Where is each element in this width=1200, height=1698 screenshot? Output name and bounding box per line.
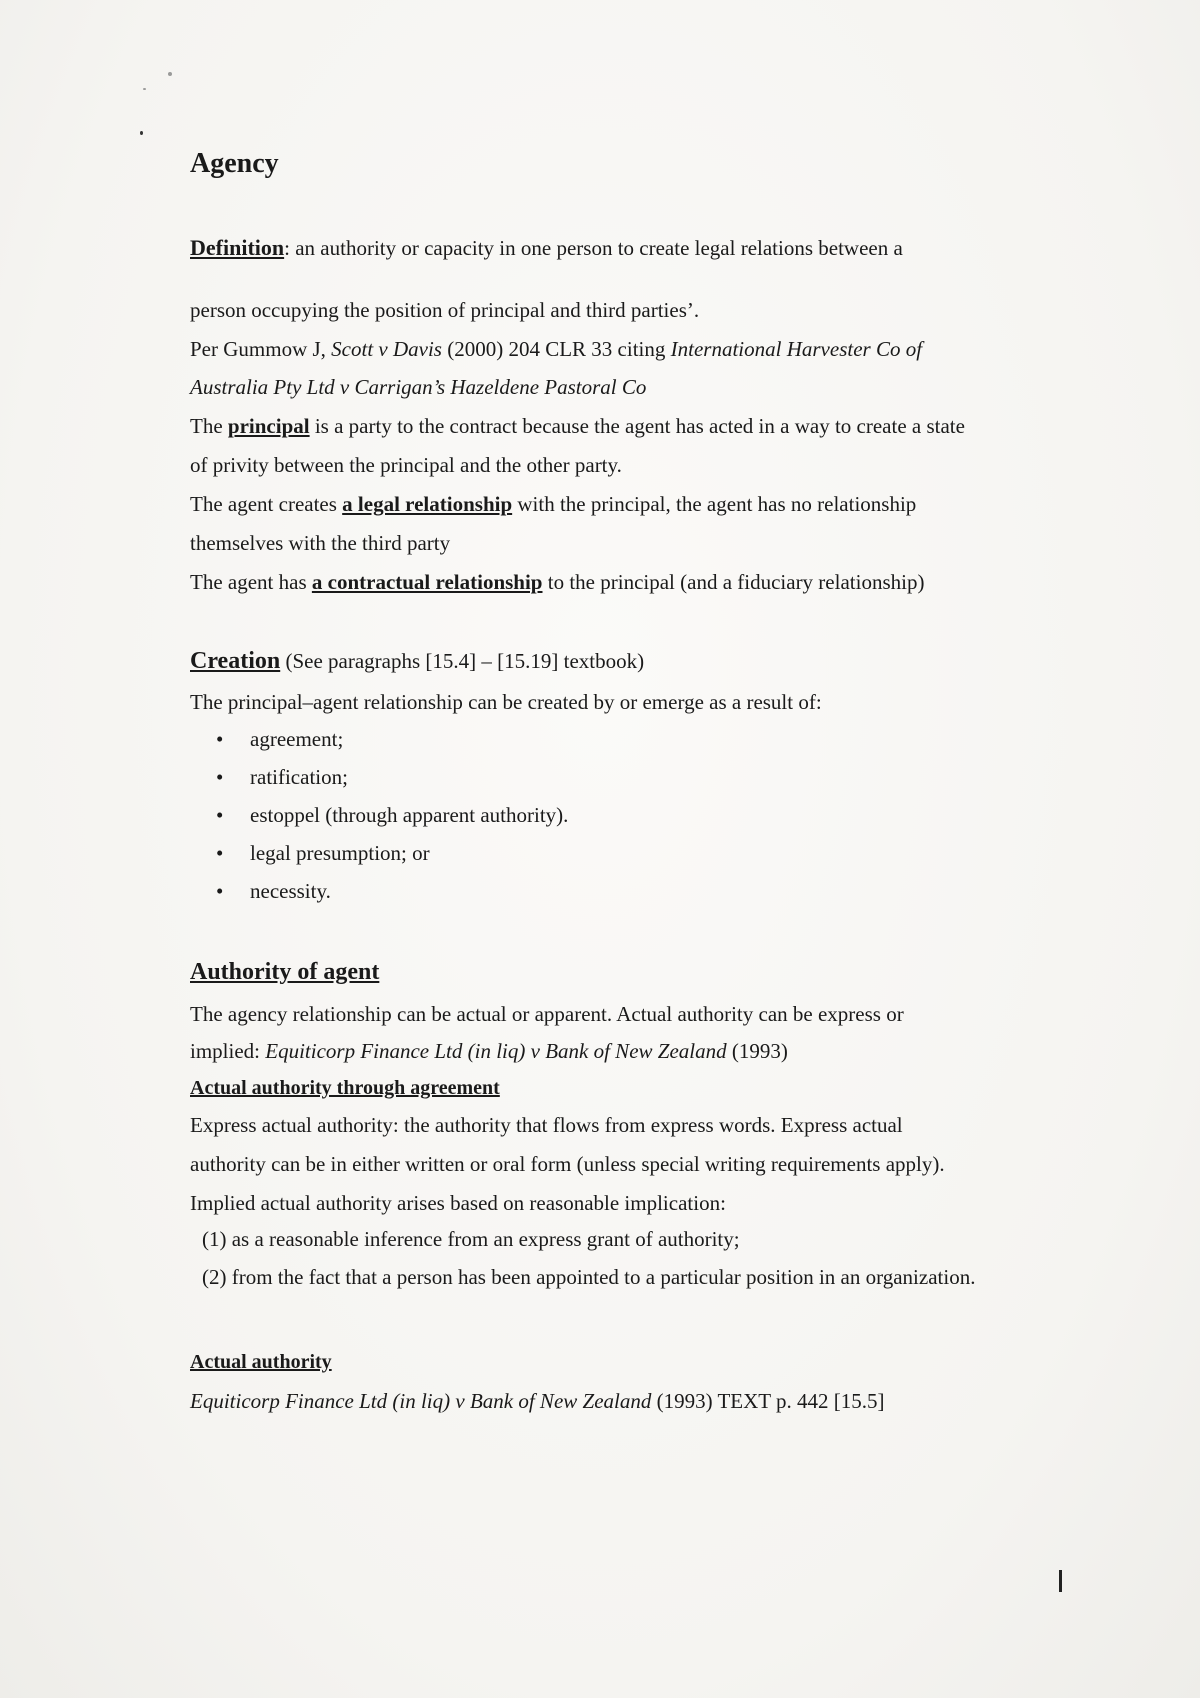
contractual-relationship-line: The agent has a contractual relationship to the principal (and a fiduciary relationship) [190,570,925,594]
authority-line-2: implied: Equiticorp Finance Ltd (in liq) v Bank of New Zealand (1993) [190,1039,788,1063]
list-item: • ratification; [216,765,348,789]
express-authority-line-1: Express actual authority: the authority that flows from express words. Express actual [190,1113,903,1137]
list-item: • agreement; [216,727,344,751]
creation-heading-note: (See paragraphs [15.4] – [15.19] textbook) [280,649,645,673]
authority-heading: Authority of agent [190,959,380,985]
bullet-icon: • [216,803,224,827]
list-item: • necessity. [216,879,331,903]
list-item: • estoppel (through apparent authority). [216,803,569,827]
bullet-icon: • [216,765,224,789]
citation-line-1: Per Gummow J, Scott v Davis (2000) 204 CLR 33 citing International Harvester Co of [190,337,923,361]
legal-relationship-line-1: The agent creates a legal relationship with the principal, the agent has no relationship [190,492,917,516]
implied-authority-line: Implied actual authority arises based on reasonable implication: [190,1191,726,1215]
authority-line-1: The agency relationship can be actual or apparent. Actual authority can be express or [190,1002,904,1026]
contractual-relationship-term: a contractual relationship [311,570,543,594]
list-item: (2) from the fact that a person has been appointed to a particular position in an organization. [202,1265,976,1289]
creation-heading: Creation [190,648,281,674]
page-title: Agency [190,148,279,179]
bullet-icon: • [216,841,224,865]
express-authority-line-2: authority can be in either written or oral form (unless special writing requirements apply). [190,1152,945,1176]
case-name: Equiticorp Finance Ltd (in liq) v Bank of New Zealand [265,1039,727,1063]
actual-authority-heading: Actual authority [190,1351,332,1373]
creation-intro: The principal–agent relationship can be created by or emerge as a result of: [190,690,822,714]
list-item: (1) as a reasonable inference from an express grant of authority; [202,1227,740,1251]
actual-authority-agreement-heading: Actual authority through agreement [190,1077,500,1099]
principal-line-2: of privity between the principal and the other party. [190,453,622,477]
scan-speck [140,131,143,135]
principal-term: principal [227,414,310,438]
definition-line-2: person occupying the position of principal and third parties’. [190,298,700,322]
scan-speck [168,72,172,76]
list-item: • legal presumption; or [216,841,430,865]
actual-authority-citation: Equiticorp Finance Ltd (in liq) v Bank of New Zealand (1993) TEXT p. 442 [15.5] [190,1389,885,1413]
case-name: International Harvester Co of [670,337,923,361]
legal-relationship-line-2: themselves with the third party [190,531,451,555]
creation-heading-line [190,647,644,675]
definition-heading: Definition [190,235,285,260]
definition-line-1: Definition: an authority or capacity in one person to create legal relations between a [190,235,903,260]
case-name: Equiticorp Finance Ltd (in liq) v Bank of New Zealand [190,1389,652,1413]
bullet-icon: • [216,879,224,903]
case-name: Scott v Davis [331,337,442,361]
citation-line-2: Australia Pty Ltd v Carrigan’s Hazeldene Pastoral Co [190,375,647,399]
bullet-icon: • [216,727,224,751]
legal-relationship-term: a legal relationship [342,492,513,516]
scan-speck [143,88,146,90]
principal-line-1: The principal is a party to the contract because the agent has acted in a way to create a state [190,414,965,438]
page-mark [1059,1570,1062,1592]
